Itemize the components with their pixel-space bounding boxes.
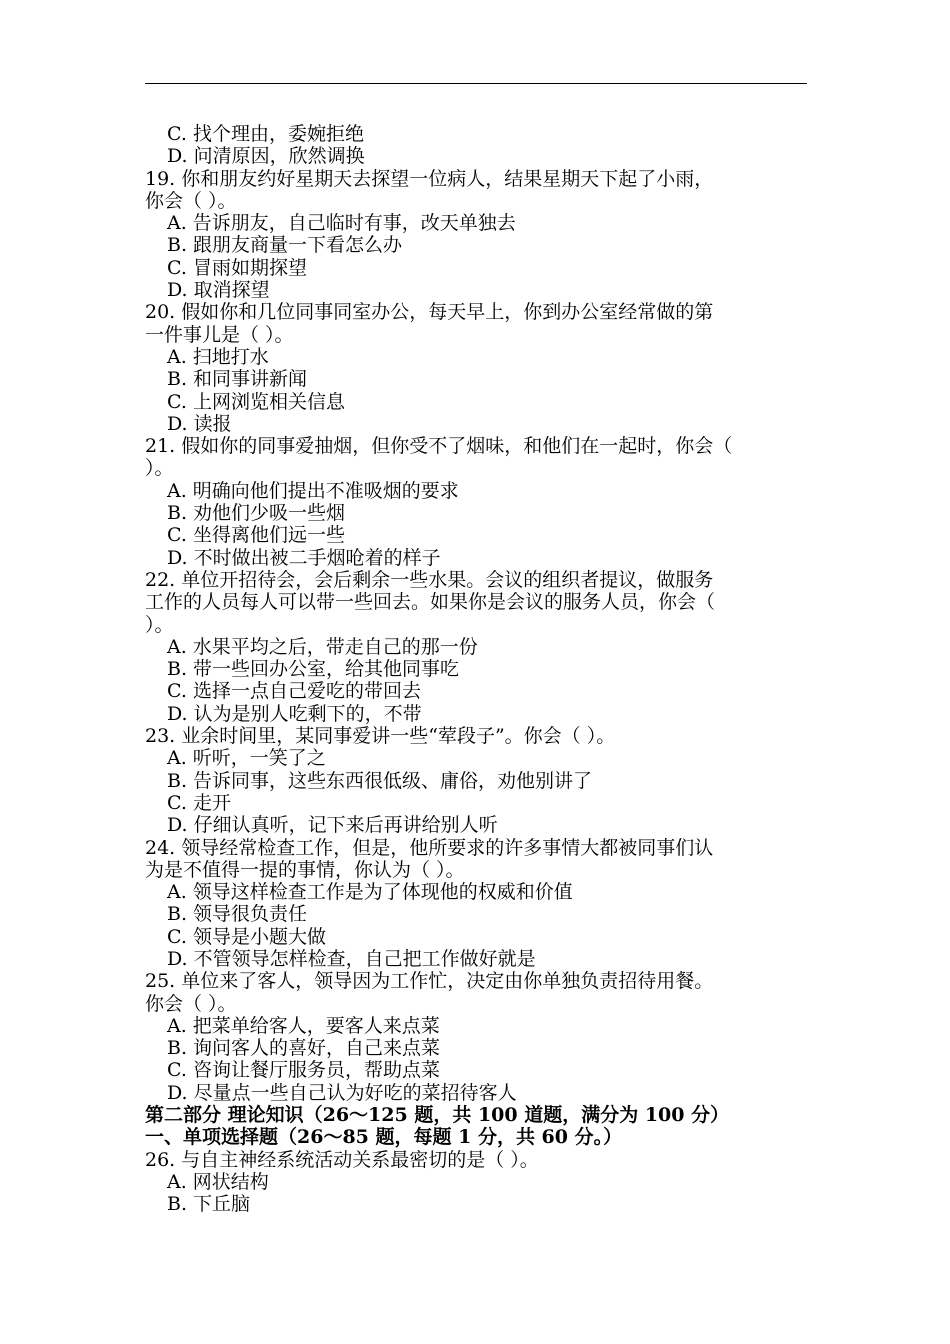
option-line: A. 领导这样检查工作是为了体现他的权威和价值 bbox=[167, 881, 573, 904]
question-line: 25. 单位来了客人，领导因为工作忙，决定由你单独负责招待用餐。 bbox=[145, 970, 714, 993]
option-line: C. 领导是小题大做 bbox=[167, 925, 326, 948]
question-line: 你会（ ）。 bbox=[145, 189, 237, 212]
section-heading: 第二部分 理论知识（26～125 题，共 100 道题，满分为 100 分） bbox=[145, 1104, 730, 1127]
question-line: ）。 bbox=[145, 457, 174, 480]
option-line: B. 劝他们少吸一些烟 bbox=[167, 502, 346, 525]
option-line: A. 明确向他们提出不准吸烟的要求 bbox=[167, 479, 459, 502]
question-line: 21. 假如你的同事爱抽烟，但你受不了烟味，和他们在一起时，你会（ bbox=[145, 435, 733, 458]
option-line: A. 水果平均之后，带走自己的那一份 bbox=[167, 635, 478, 658]
option-line: D. 尽量点一些自己认为好吃的菜招待客人 bbox=[167, 1081, 517, 1104]
option-line: C. 冒雨如期探望 bbox=[167, 256, 307, 279]
option-line: D. 读报 bbox=[167, 412, 232, 435]
option-line: C. 上网浏览相关信息 bbox=[167, 390, 345, 413]
question-line: ）。 bbox=[145, 613, 174, 636]
option-line: A. 听听，一笑了之 bbox=[167, 747, 326, 770]
question-line: 为是不值得一提的事情，你认为（ ）。 bbox=[145, 858, 465, 881]
option-line: C. 坐得离他们远一些 bbox=[167, 524, 345, 547]
option-line: C. 选择一点自己爱吃的带回去 bbox=[167, 680, 421, 703]
option-line: A. 扫地打水 bbox=[167, 345, 269, 368]
section-heading: 一、单项选择题（26～85 题，每题 1 分，共 60 分。） bbox=[145, 1126, 623, 1149]
option-line: D. 取消探望 bbox=[167, 279, 270, 302]
option-line: D. 问清原因，欣然调换 bbox=[167, 145, 365, 168]
question-line: 19. 你和朋友约好星期天去探望一位病人，结果星期天下起了小雨， bbox=[145, 167, 714, 190]
question-line: 20. 假如你和几位同事同室办公，每天早上，你到办公室经常做的第 bbox=[145, 301, 714, 324]
option-line: B. 告诉同事，这些东西很低级、庸俗，劝他别讲了 bbox=[167, 769, 593, 792]
option-line: B. 下丘脑 bbox=[167, 1193, 251, 1216]
question-line: 你会（ ）。 bbox=[145, 992, 237, 1015]
option-line: B. 领导很负责任 bbox=[167, 903, 308, 926]
option-line: C. 走开 bbox=[167, 791, 231, 814]
option-line: B. 和同事讲新闻 bbox=[167, 368, 308, 391]
option-line: B. 跟朋友商量一下看怎么办 bbox=[167, 234, 403, 257]
question-line: 24. 领导经常检查工作，但是，他所要求的许多事情大都被同事们认 bbox=[145, 836, 714, 859]
header-rule bbox=[145, 83, 807, 84]
option-line: B. 询问客人的喜好，自己来点菜 bbox=[167, 1037, 441, 1060]
option-line: B. 带一些回办公室，给其他同事吃 bbox=[167, 658, 460, 681]
option-line: A. 告诉朋友，自己临时有事，改天单独去 bbox=[167, 212, 516, 235]
question-line: 23. 业余时间里，某同事爱讲一些“荤段子”。你会（ ）。 bbox=[145, 725, 616, 748]
question-line: 26. 与自主神经系统活动关系最密切的是（ ）。 bbox=[145, 1148, 539, 1171]
option-line: D. 不时做出被二手烟呛着的样子 bbox=[167, 546, 441, 569]
question-line: 22. 单位开招待会，会后剩余一些水果。会议的组织者提议，做服务 bbox=[145, 568, 714, 591]
option-line: D. 不管领导怎样检查，自己把工作做好就是 bbox=[167, 947, 536, 970]
question-line: 工作的人员每人可以带一些回去。如果你是会议的服务人员，你会（ bbox=[145, 591, 716, 614]
option-line: A. 网状结构 bbox=[167, 1170, 269, 1193]
option-line: C. 找个理由，委婉拒绝 bbox=[167, 123, 364, 145]
option-line: A. 把菜单给客人，要客人来点菜 bbox=[167, 1014, 440, 1037]
option-line: C. 咨询让餐厅服务员，帮助点菜 bbox=[167, 1059, 440, 1082]
option-line: D. 仔细认真听，记下来后再讲给别人听 bbox=[167, 814, 498, 837]
question-line: 一件事儿是（ ）。 bbox=[145, 323, 294, 346]
document-body bbox=[145, 123, 813, 1216]
option-line: D. 认为是别人吃剩下的，不带 bbox=[167, 702, 422, 725]
